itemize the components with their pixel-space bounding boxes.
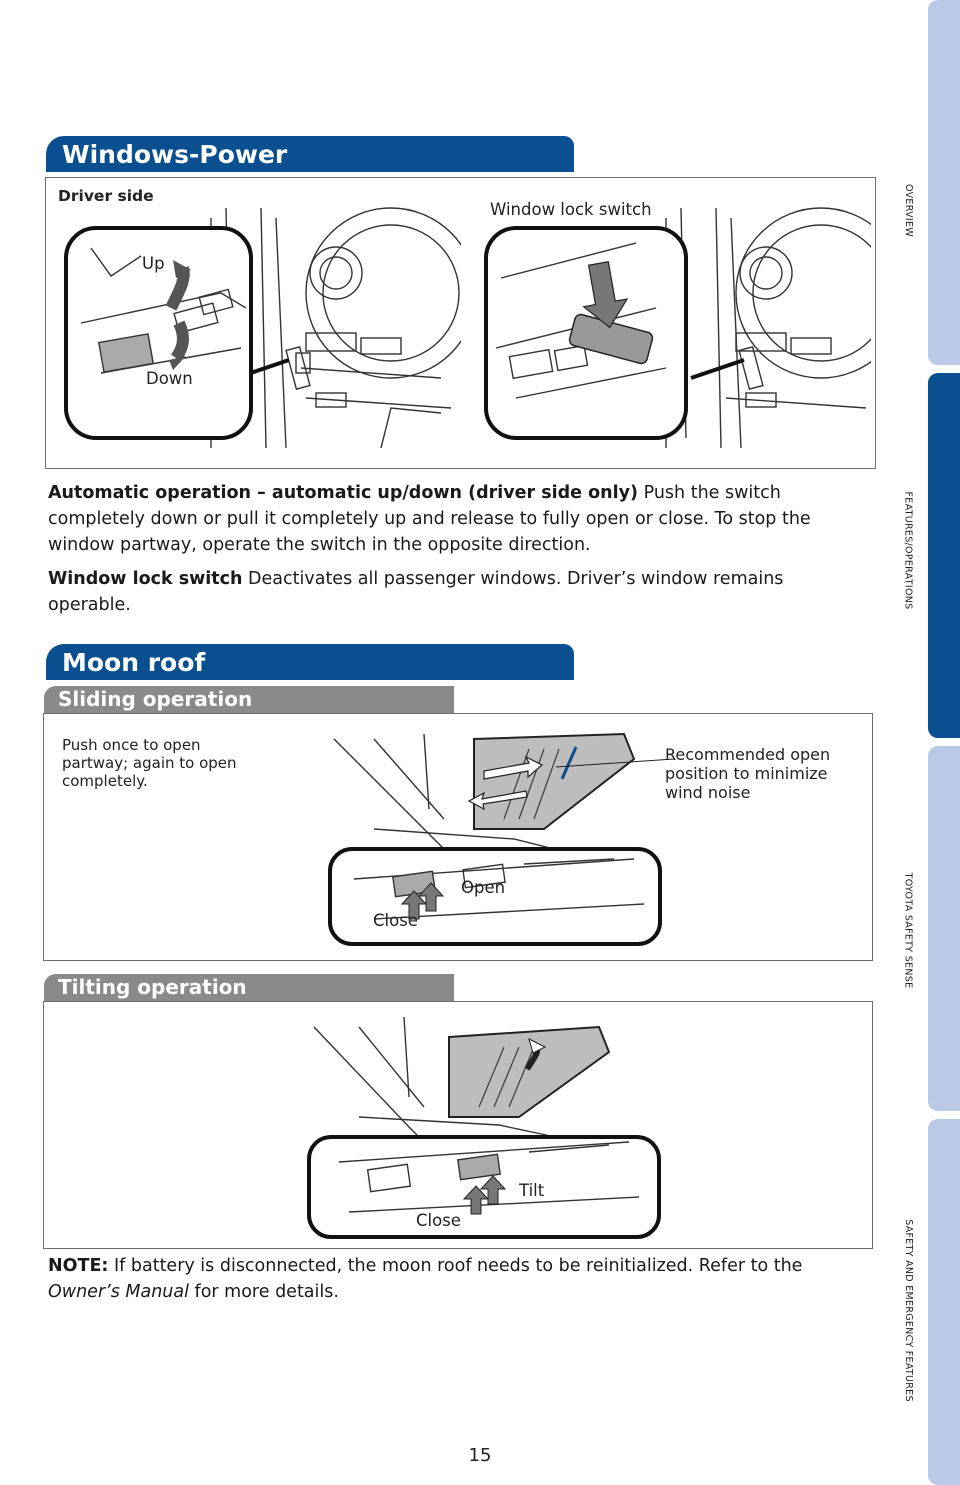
automatic-operation-text: Push the switch completely down or pull it completely up and release to fully open or close. To stop the window partway, operate the switch in the opposite direction. [48,483,811,555]
tab-features-operations[interactable] [928,373,960,738]
tilt-label: Tilt [519,1181,545,1200]
tilt-close-label: Close [416,1211,461,1230]
tab-toyota-safety-sense[interactable] [928,746,960,1111]
owners-manual-reference: Owner’s Manual [48,1282,189,1302]
tab-safety-emergency[interactable] [928,1119,960,1485]
window-lock-illustration [476,198,871,468]
recommended-position-callout: Recommended open position to minimize wind noise [665,745,831,802]
note-heading: NOTE: [48,1256,109,1276]
automatic-operation-heading: Automatic operation – automatic up/down (driver side only) [48,483,639,503]
tab-label-features: FEATURES/OPERATIONS [902,491,914,609]
tab-overview[interactable] [928,0,960,365]
open-label: Open [461,878,506,897]
tab-label-tss: TOYOTA SAFETY SENSE [902,872,914,988]
tilting-operation-panel [43,1001,873,1249]
driver-side-label: Driver side [58,187,154,205]
sliding-roof-illustration [314,719,674,959]
sliding-operation-heading: Sliding operation [44,686,454,713]
driver-door-switch-illustration [61,198,461,468]
tab-label-safety: SAFETY AND EMERGENCY FEATURES [902,1218,914,1402]
page-number: 15 [468,1445,492,1466]
window-lock-paragraph [48,566,863,618]
tab-label-overview: OVERVIEW [902,183,914,237]
window-lock-switch-label: Window lock switch [490,200,652,219]
window-lock-text: Deactivates all passenger windows. Driver’s window remains operable. [48,569,784,615]
automatic-operation-paragraph [48,480,863,558]
close-label: Close [373,911,418,930]
window-lock-heading: Window lock switch [48,569,243,589]
windows-illustration-panel [45,177,876,469]
note-text-2: for more details. [188,1282,339,1302]
note-text-1: If battery is disconnected, the moon roof needs to be reinitialized. Refer to the [108,1256,803,1276]
section-tabs [928,0,960,1485]
sliding-operation-panel [43,713,873,961]
moon-roof-note [48,1253,868,1305]
push-once-text: Push once to open partway; again to open completely. [62,736,237,790]
tilting-operation-heading: Tilting operation [44,974,454,1001]
moon-roof-heading: Moon roof [46,644,574,680]
up-label: Up [142,254,165,273]
down-label: Down [146,369,193,388]
windows-power-heading: Windows-Power [46,136,574,172]
tilting-roof-illustration [299,1007,669,1247]
